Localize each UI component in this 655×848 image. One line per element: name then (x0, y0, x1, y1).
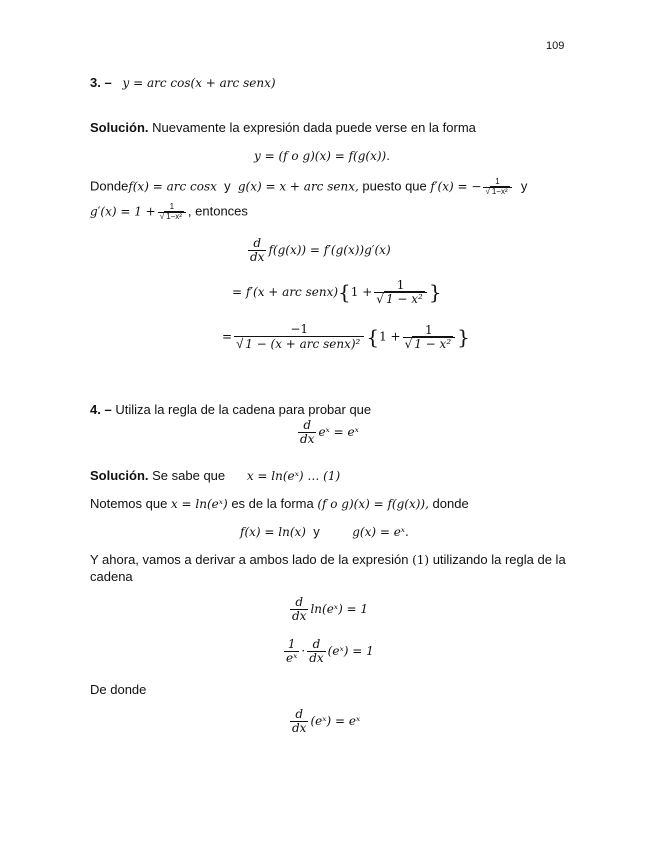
page-number: 109 (546, 40, 565, 52)
ahora-text-1: Y ahora, vamos a derivar a ambos lado de la expresión (90, 552, 409, 567)
d-dx-operator (248, 237, 266, 264)
final-equation (288, 708, 360, 735)
ahora-ref: (1) (412, 553, 430, 567)
left-brace: { (366, 324, 380, 349)
notemos-line (90, 497, 469, 512)
derivation-line-3 (222, 323, 470, 351)
frac-num: 1 (483, 178, 511, 188)
frac-num: 1 (374, 279, 427, 293)
dx-denominator: dx (292, 609, 307, 624)
equation-1: x = ln(eˣ) … (1) (246, 469, 341, 483)
g-definition: g(x) = x + arc senx, (237, 179, 359, 194)
sqrt-radicand: 1 − x² (385, 292, 423, 307)
line2-lhs: = f′(x + arc senx) (232, 285, 339, 300)
one-plus: 1 + (379, 329, 401, 344)
problem-3-statement: y = arc cos(x + arc senx) (122, 76, 276, 90)
frac-num: 1 (158, 203, 186, 213)
d-numerator: d (248, 237, 266, 251)
step-1 (288, 596, 368, 623)
sqrt-radicand: 1 − x² (414, 336, 452, 351)
dx-denominator: dx (292, 721, 307, 736)
f-prime-lhs: f′(x) = − (430, 179, 482, 194)
dx-denominator: dx (309, 651, 324, 666)
problem-4-solution (90, 469, 340, 484)
d-dx-operator (307, 638, 325, 665)
step2-rhs: (eˣ) = 1 (327, 644, 374, 659)
problem-4-target (296, 419, 359, 446)
donde-prefix: Donde (90, 178, 129, 194)
d-numerator: d (290, 596, 308, 610)
definitions-line (90, 178, 527, 197)
frac-den: √ 1 − x² (404, 336, 452, 351)
de-donde: De donde (90, 682, 147, 697)
entonces: , entonces (187, 203, 248, 219)
d-dx-operator (290, 596, 308, 623)
f-prime-fraction (483, 178, 511, 197)
donde: donde (432, 496, 469, 511)
step-2 (282, 638, 374, 665)
right-brace: } (428, 280, 442, 305)
g-prime-lhs: g′(x) = 1 + (90, 204, 156, 219)
solution-label: Solución. (90, 120, 149, 135)
problem-4-statement: Utiliza la regla de la cadena para probar que (115, 402, 372, 417)
frac-den: √ 1 − x² (376, 292, 423, 307)
ahora-line-1 (90, 553, 566, 568)
d-numerator: d (298, 419, 316, 433)
g-prime-fraction (158, 203, 186, 222)
y-word: y (313, 524, 320, 539)
left-brace: { (338, 280, 351, 305)
composition-equation: y = (f o g)(x) = f(g(x)). (254, 149, 391, 163)
ahora-text-2: utilizando la regla de la (432, 552, 566, 567)
problem-3-solution (90, 121, 476, 136)
one-plus: 1 + (350, 285, 373, 300)
y-word-2: y (520, 178, 528, 194)
solution-text: Nuevamente la expresión dada puede verse en la forma (152, 120, 476, 135)
g-prime-line (90, 203, 248, 222)
fg-definitions (240, 525, 409, 540)
notemos-form: (f o g)(x) = f(g(x)), (317, 497, 429, 511)
f-definition: f(x) = ln(x) (240, 525, 306, 539)
frac-num: 1 (284, 638, 299, 652)
frac-num: −1 (234, 323, 364, 337)
problem-4-header (90, 403, 371, 418)
notemos-mid: es de la forma (231, 496, 314, 511)
frac-den: eˣ (286, 651, 298, 666)
d-numerator: d (290, 708, 308, 722)
problem-4-label: 4. – (90, 402, 112, 417)
ahora-line-2: cadena (90, 569, 133, 584)
derivation-line-1 (246, 237, 391, 264)
frac-den: √ 1−x² (485, 186, 508, 196)
frac-den: √ 1−x² (159, 211, 182, 221)
sqrt-radicand: 1 − (x + arc senx)² (245, 337, 361, 352)
frac-den: √ 1 − (x + arc senx)² (236, 336, 361, 352)
f-definition: f(x) = arc cosx (128, 179, 217, 194)
puesto-que: puesto que (362, 178, 427, 194)
d-dx-operator (290, 708, 308, 735)
d-numerator: d (307, 638, 325, 652)
dx-denominator: dx (300, 432, 315, 447)
solution-label: Solución. (90, 468, 149, 483)
g-definition: g(x) = eˣ. (352, 525, 409, 539)
one-over-ex (284, 638, 299, 665)
right-brace: } (457, 324, 470, 349)
frac-num: 1 (403, 324, 456, 338)
final-rhs: (eˣ) = eˣ (310, 714, 361, 729)
y-word: y (224, 178, 231, 194)
line1-rhs: f(g(x)) = f′(g(x))g′(x) (268, 243, 391, 258)
derivation-line-2 (232, 279, 442, 306)
problem-3-header (90, 76, 276, 91)
notemos-text: Notemos que (90, 496, 168, 511)
solution-text: Se sabe que (152, 468, 226, 483)
dot: · (301, 644, 306, 659)
line3-fraction (234, 323, 364, 351)
notemos-eq: x = ln(eˣ) (170, 497, 228, 511)
line3-fraction-2 (403, 324, 456, 351)
dx-denominator: dx (250, 250, 265, 265)
sqrt-radicand: 1−x² (491, 186, 508, 196)
line2-fraction (374, 279, 427, 306)
problem-3-label: 3. – (90, 75, 112, 90)
step1-rhs: ln(eˣ) = 1 (310, 602, 369, 617)
d-dx-operator (298, 419, 316, 446)
target-rhs: eˣ = eˣ (318, 425, 359, 440)
sqrt-radicand: 1−x² (166, 211, 182, 221)
equals-sign: = (222, 329, 233, 344)
